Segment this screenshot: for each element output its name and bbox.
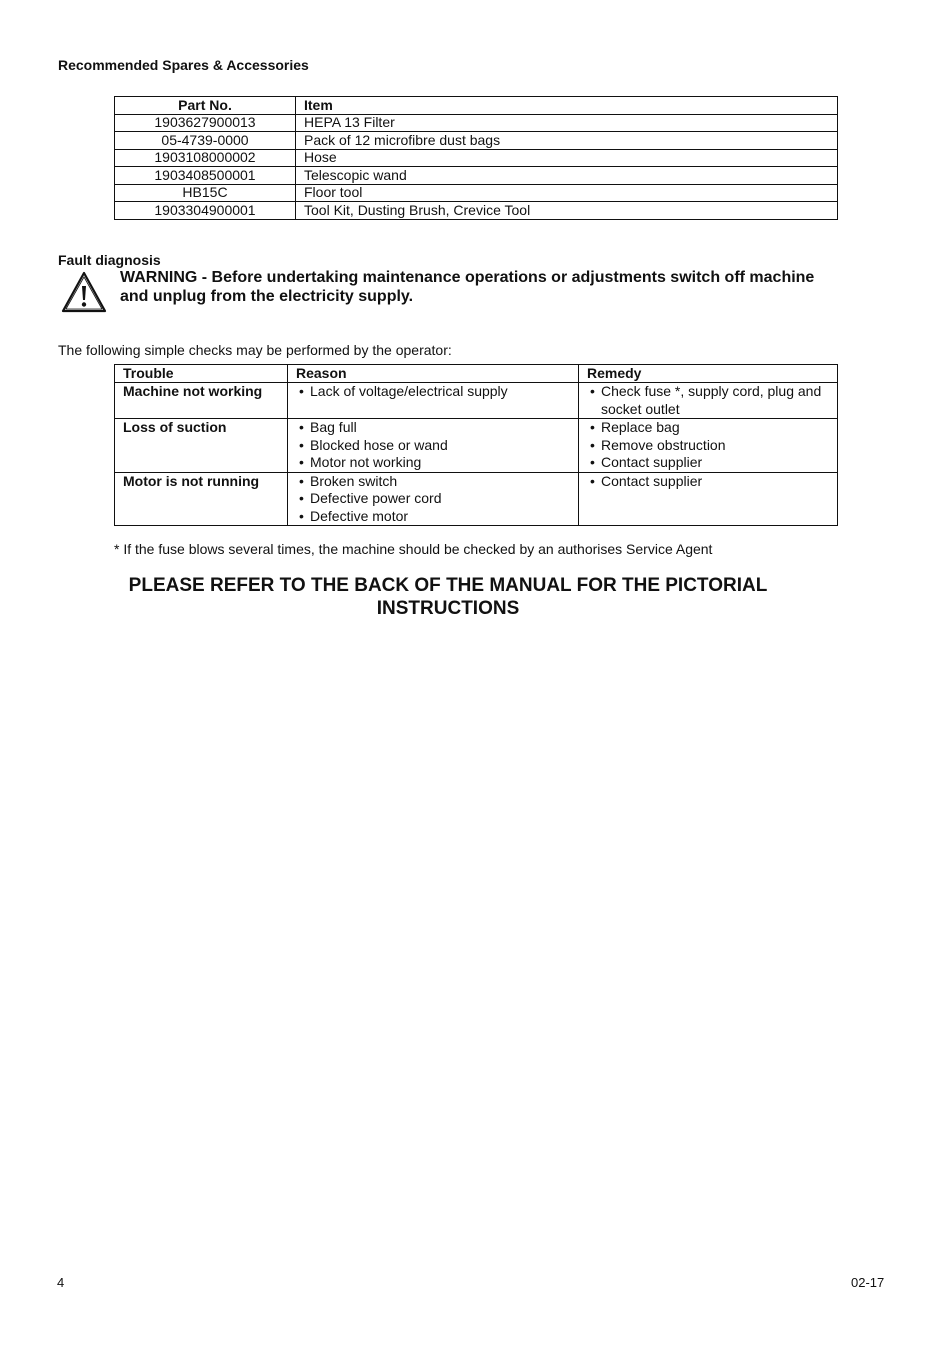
- remedy-item: • Contact supplier: [587, 473, 829, 491]
- part-number-cell: 1903408500001: [115, 167, 296, 185]
- refer-line-1: PLEASE REFER TO THE BACK OF THE MANUAL FOR THE PICTORIAL: [128, 575, 768, 596]
- warning-message: [120, 268, 840, 306]
- page-number: 4: [57, 1275, 65, 1290]
- table-row: [115, 202, 838, 220]
- fault-intro-text: The following simple checks may be performed by the operator:: [58, 342, 452, 358]
- item-cell: Pack of 12 microfibre dust bags: [296, 132, 838, 150]
- trouble-cell: Motor is not running: [115, 472, 288, 526]
- part-number-cell: 1903627900013: [115, 114, 296, 132]
- remedy-item: • Check fuse *, supply cord, plug and socket outlet: [587, 383, 829, 418]
- trouble-cell: Loss of suction: [115, 419, 288, 473]
- trouble-cell: Machine not working: [115, 383, 288, 419]
- item-cell: HEPA 13 Filter: [296, 114, 838, 132]
- column-header-remedy: Remedy: [579, 365, 838, 383]
- reason-item: • Lack of voltage/electrical supply: [296, 383, 570, 401]
- remedy-cell: [579, 383, 838, 419]
- table-row: [115, 383, 838, 419]
- table-row: [115, 149, 838, 167]
- reason-item: • Bag full: [296, 419, 570, 437]
- remedy-cell: [579, 472, 838, 526]
- reason-item: • Defective motor: [296, 508, 570, 526]
- item-cell: Hose: [296, 149, 838, 167]
- table-row: [115, 472, 838, 526]
- document-code: 02-17: [851, 1275, 885, 1290]
- column-header-reason: Reason: [288, 365, 579, 383]
- table-row: [115, 132, 838, 150]
- fuse-footnote: * If the fuse blows several times, the machine should be checked by an authorises Service Agent: [114, 541, 713, 557]
- part-number-cell: 1903108000002: [115, 149, 296, 167]
- item-cell: Telescopic wand: [296, 167, 838, 185]
- warning-line-2: and unplug from the electricity supply.: [120, 288, 414, 305]
- reason-item: • Motor not working: [296, 454, 570, 472]
- column-header-part-no: Part No.: [115, 97, 296, 115]
- spares-heading: Recommended Spares & Accessories: [58, 57, 309, 73]
- spares-table: [114, 96, 838, 220]
- reason-item: • Broken switch: [296, 473, 570, 491]
- part-number-cell: HB15C: [115, 184, 296, 202]
- warning-triangle-icon: [61, 271, 107, 318]
- table-header-row: [115, 365, 838, 383]
- refer-to-back-notice: [58, 574, 838, 620]
- table-header-row: [115, 97, 838, 115]
- remedy-item: • Replace bag: [587, 419, 829, 437]
- table-row: [115, 167, 838, 185]
- reason-cell: [288, 383, 579, 419]
- reason-cell: [288, 419, 579, 473]
- item-cell: Tool Kit, Dusting Brush, Crevice Tool: [296, 202, 838, 220]
- item-cell: Floor tool: [296, 184, 838, 202]
- remedy-cell: [579, 419, 838, 473]
- part-number-cell: 05-4739-0000: [115, 132, 296, 150]
- refer-line-2: INSTRUCTIONS: [376, 598, 520, 619]
- fault-table: [114, 364, 838, 526]
- column-header-item: Item: [296, 97, 838, 115]
- reason-item: • Blocked hose or wand: [296, 437, 570, 455]
- table-row: [115, 114, 838, 132]
- part-number-cell: 1903304900001: [115, 202, 296, 220]
- warning-line-1: WARNING - Before undertaking maintenance operations or adjustments switch off machine: [120, 269, 815, 286]
- table-row: [115, 184, 838, 202]
- remedy-item: • Remove obstruction: [587, 437, 829, 455]
- remedy-item: • Contact supplier: [587, 454, 829, 472]
- table-row: [115, 419, 838, 473]
- reason-item: • Defective power cord: [296, 490, 570, 508]
- fault-diagnosis-heading: Fault diagnosis: [58, 252, 161, 268]
- reason-cell: [288, 472, 579, 526]
- column-header-trouble: Trouble: [115, 365, 288, 383]
